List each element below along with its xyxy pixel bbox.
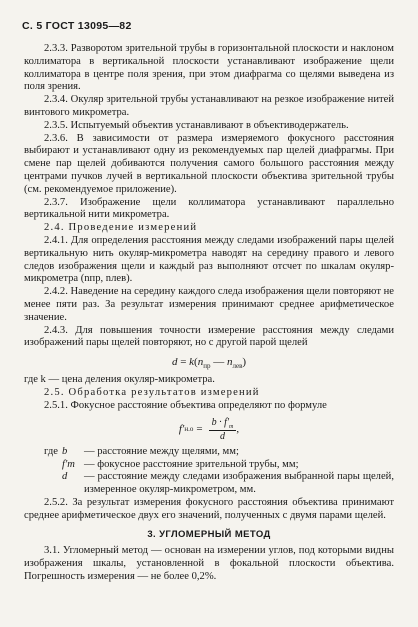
paragraph-3-1: 3.1. Угломерный метод — основан на измерении углов, под которыми видны изображения шкалы, установленной в фокальной плоскости объектива. Погрешность измерения — не более 0,2%. (24, 545, 394, 583)
paragraph-2-4-3: 2.4.3. Для повышения точности измерение расстояния между следами изображений пары щелей повторяют, но с другой парой щелей (24, 324, 394, 349)
paragraph-2-5-1: 2.5.1. Фокусное расстояние объектива определяют по формуле (44, 399, 327, 411)
paragraph-2-4-1: 2.4.1. Для определения расстояния между следами изображений пары щелей вертикальную нить окуляр-микрометра наводят на середину правого и левого следов изображения щели и каждый раз выполняют отсчет по шкалам окуляр-микрометра (nпр, nлев). (24, 234, 394, 285)
formula-d: $d = k(n_{пр}$ — $n_{лев}$) (171, 356, 247, 371)
where-row-ft: f′т — фокусное расстояние зрительной трубы, мм; (62, 458, 299, 470)
subsection-2-4: 2.4. Проведение измерений (44, 222, 198, 234)
paragraph-2-3-3: 2.3.3. Разворотом зрительной трубы в горизонтальной плоскости и наклоном коллиматора в вертикальной плоскости устанавливают изображение щели коллиматора в центре поля зрения, при этом диафрагма со щелями выведена из поля зрения. (24, 43, 394, 93)
subsection-2-5: 2.5. Обработка результатов измерений (44, 387, 260, 399)
paragraph-2-4-2: 2.4.2. Наведение на середину каждого следа изображения щели повторяют не менее пяти раз. За результат измерения принимают среднее арифметическое значение. (24, 286, 394, 323)
paragraph-2-3-6: 2.3.6. В зависимости от размера измеряемого фокусного расстояния выбирают и устанавливают одну из рекомендуемых пар щелей диафрагмы. При смене пар щелей добиваются получения самого большого расстояния между центрами пучков лучей в вертикальной плоскости объектива зрительной трубы (см. рекомендуемое приложение). (24, 132, 394, 195)
fraction: $\frac{b \cdot f'_т}{d}$ (209, 417, 237, 442)
paragraph-2-3-4: 2.3.4. Окуляр зрительной трубы устанавливают на резкое изображение нитей винтового микрометра. (24, 94, 394, 118)
formula-focal-length: f′ н.о = $\frac{b \cdot f'_т}{d}$ , (178, 416, 240, 442)
section-3-title: 3. УГЛОМЕРНЫЙ МЕТОД (147, 529, 271, 541)
paragraph-2-5-2: 2.5.2. За результат измерения фокусного расстояния объектива принимают среднее арифметическое двух его значений, полученных с двумя парами щелей. (24, 496, 394, 521)
where-k-definition: где k — цена деления окуляр-микрометра. (24, 374, 215, 386)
page-header: С. 5 ГОСТ 13095—82 (22, 20, 132, 32)
where-row-d: d — расстояние между следами изображения выбранной пары щелей, измеренное окуляр-микрометром, мм. (62, 471, 394, 496)
paragraph-2-3-5: 2.3.5. Испытуемый объектив устанавливают в объективодержатель. (44, 119, 349, 131)
where-row-b: где b — расстояние между щелями, мм; (44, 445, 239, 457)
paragraph-2-3-7: 2.3.7. Изображение щели коллиматора устанавливают параллельно вертикальной нити микрометра. (24, 196, 394, 221)
